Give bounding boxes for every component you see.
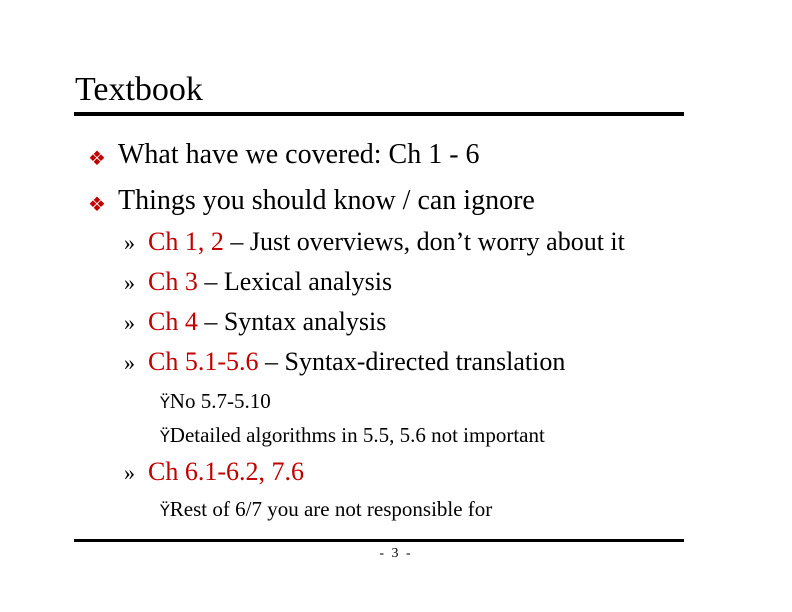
page-number: - 3 - (379, 546, 413, 561)
note-no-5-7 (160, 389, 271, 415)
note-detailed-algorithms (160, 423, 545, 449)
sub-bullet-icon: » (124, 230, 135, 255)
sub-item-ch3 (124, 267, 392, 298)
chapter-ref: Ch 3 (148, 267, 198, 296)
bullet-covered: What have we covered: Ch 1 - 6 (118, 139, 480, 170)
note-text: Detailed algorithms in 5.5, 5.6 not important (169, 423, 545, 447)
chapter-desc: – Syntax analysis (197, 307, 387, 336)
chapter-ref: Ch 1, 2 (148, 227, 224, 256)
bullet-know-ignore: Things you should know / can ignore (118, 185, 535, 216)
sub-bullet-icon: » (124, 460, 135, 485)
diamond-bullet-icon: ❖ (88, 194, 106, 216)
sub-bullet-icon: » (124, 270, 135, 295)
sub-item-ch5 (124, 347, 565, 378)
chapter-desc: – Just overviews, don’t worry about it (223, 227, 625, 256)
chapter-desc: – Lexical analysis (197, 267, 393, 296)
note-bullet-icon: Ÿ (160, 427, 170, 446)
note-rest-of-6-7 (160, 497, 492, 523)
sub-item-ch1-2 (124, 227, 625, 258)
diamond-bullet-icon: ❖ (88, 148, 106, 170)
sub-bullet-icon: » (124, 350, 135, 375)
note-text: Rest of 6/7 you are not responsible for (169, 497, 493, 521)
note-text: No 5.7-5.10 (169, 389, 271, 413)
note-bullet-icon: Ÿ (160, 501, 170, 520)
note-bullet-icon: Ÿ (160, 393, 170, 412)
chapter-ref: Ch 5.1-5.6 (148, 347, 259, 376)
sub-item-ch4 (124, 307, 386, 338)
title-divider (74, 112, 684, 116)
sub-item-ch6-7 (124, 457, 304, 488)
slide-title: Textbook (75, 71, 203, 108)
footer-divider (74, 539, 684, 542)
chapter-ref: Ch 6.1-6.2, 7.6 (148, 457, 304, 486)
chapter-ref: Ch 4 (148, 307, 198, 336)
sub-bullet-icon: » (124, 310, 135, 335)
chapter-desc: – Syntax-directed translation (258, 347, 566, 376)
